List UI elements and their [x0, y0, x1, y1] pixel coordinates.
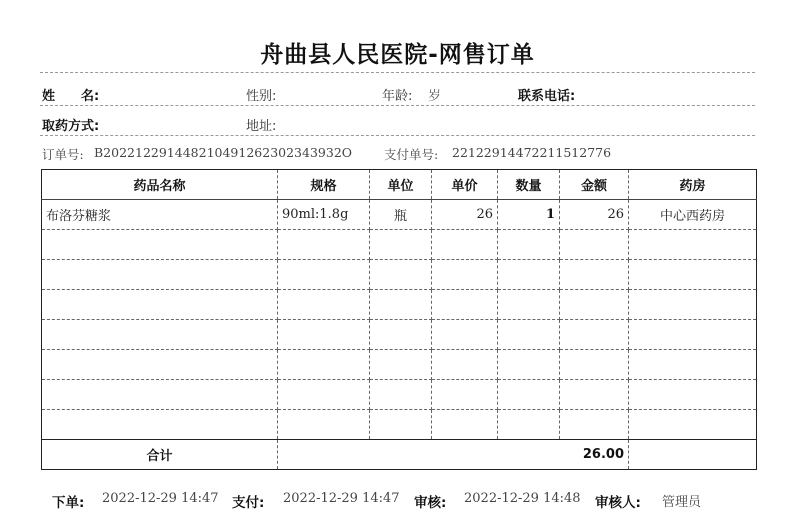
- order-number-value: B202212291448210491262302343932O: [94, 145, 353, 160]
- cell-amount: 26: [560, 200, 629, 230]
- name-label: 姓 名:: [42, 89, 100, 104]
- divider-info-2: [40, 135, 755, 136]
- payment-number-value: 22122914472211512776: [452, 145, 612, 160]
- cell-pharmacy: 中心西药房: [629, 200, 757, 230]
- divider-top: [40, 72, 755, 73]
- cell-spec: 90ml:1.8g: [278, 200, 370, 230]
- table-row-empty: [42, 260, 757, 290]
- gender-label: 性别:: [246, 89, 277, 104]
- table-row-empty: [42, 350, 757, 380]
- header-quantity: 数量: [498, 170, 560, 200]
- table-row-empty: [42, 230, 757, 260]
- pay-time-label: 支付:: [232, 495, 265, 511]
- table-total-row: [42, 440, 757, 470]
- header-unit: 单位: [370, 170, 432, 200]
- patient-info-row-1: [42, 85, 755, 105]
- table-row-empty: [42, 290, 757, 320]
- age-value: 岁: [428, 89, 442, 104]
- cell-unit: 瓶: [370, 200, 432, 230]
- table-header-row: [42, 170, 757, 200]
- age-label: 年龄:: [382, 89, 413, 104]
- divider-info-1: [40, 105, 755, 106]
- order-number-label: 订单号:: [42, 147, 84, 162]
- review-time-value: 2022-12-29 14:48: [464, 491, 581, 506]
- medicine-table: [41, 169, 757, 470]
- document-title: 舟曲县人民医院-网售订单: [260, 42, 535, 68]
- cell-quantity: 1: [498, 200, 560, 230]
- cell-unit-price: 26: [432, 200, 498, 230]
- total-value: 26.00: [278, 440, 629, 470]
- table-row-empty: [42, 320, 757, 350]
- pickup-method-label: 取药方式:: [42, 119, 100, 134]
- review-time-label: 审核:: [414, 495, 447, 511]
- header-pharmacy: 药房: [629, 170, 757, 200]
- total-label: 合计: [42, 440, 278, 470]
- payment-number-label: 支付单号:: [384, 147, 439, 162]
- header-amount: 金额: [560, 170, 629, 200]
- table-row: [42, 200, 757, 230]
- header-spec: 规格: [278, 170, 370, 200]
- reviewer-value: 管理员: [662, 495, 702, 510]
- table-row-empty: [42, 410, 757, 440]
- order-time-value: 2022-12-29 14:47: [102, 491, 219, 506]
- header-unit-price: 单价: [432, 170, 498, 200]
- address-label: 地址:: [246, 119, 277, 134]
- table-row-empty: [42, 380, 757, 410]
- patient-info-row-2: [42, 115, 755, 135]
- cell-medicine-name: 布洛芬糖浆: [42, 200, 278, 230]
- order-time-label: 下单:: [52, 495, 85, 511]
- pay-time-value: 2022-12-29 14:47: [283, 491, 400, 506]
- header-medicine-name: 药品名称: [42, 170, 278, 200]
- phone-label: 联系电话:: [518, 89, 576, 104]
- reviewer-label: 审核人:: [595, 495, 641, 511]
